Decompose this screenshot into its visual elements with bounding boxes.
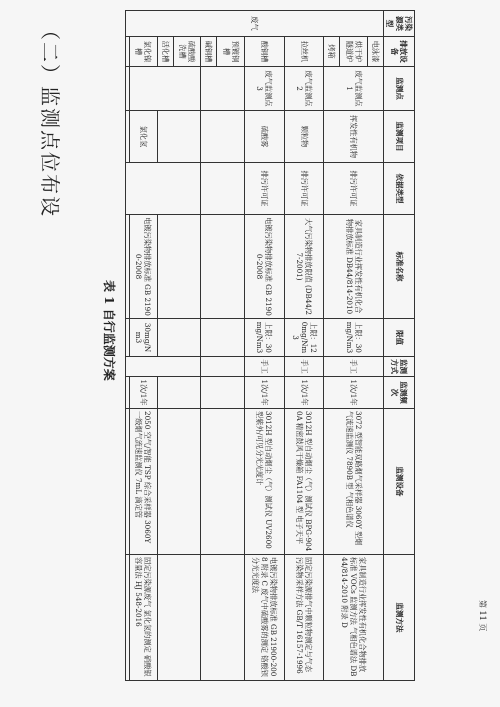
table-cell [126, 215, 130, 319]
table-cell: 2050 空气/智能 TSP 综合采样器 3060Y 一级烟气流速监测仪 7mL 滴定管 [130, 409, 158, 555]
table-cell [126, 357, 201, 377]
table-cell: 碱铜槽 [201, 37, 217, 67]
table-cell: 3012H 型自动烟尘（气）测试仪 UV2600 型紫外/可见分光光度计 [245, 409, 285, 555]
section-title: （二）监测点位布设 [38, 20, 62, 218]
table-cell [157, 215, 201, 319]
header-cell: 监测项目 [383, 111, 414, 163]
header-cell: 监测频次 [383, 377, 414, 409]
table-row [368, 11, 384, 681]
table-cell: 家具制造行业挥发性有机化合物排放标准 DB44/814-2010 [324, 215, 383, 319]
table-cell: 电镀污染物排放标准 GB 21900-2008 [130, 215, 158, 319]
table-cell: 废气监测点 1 [324, 67, 383, 111]
table-cell: 家具制造行业挥发性有机化合物排放标准 VOCs 监测方法 气相色谱法 DB 44/814-2010 附录 D [324, 555, 383, 681]
table-cell [126, 111, 130, 163]
table-cell: 1次/1年 [245, 377, 285, 409]
table-cell [126, 409, 130, 555]
table-cell: 上限：30mg/Nm3 [245, 319, 285, 357]
table-cell [157, 111, 201, 163]
table-cell [201, 409, 245, 555]
table-cell: 手工 [284, 357, 324, 377]
table-cell: 挥发性有机物 [324, 111, 383, 163]
table-cell: 硫酸雾 [245, 111, 285, 163]
table-cell: 3012H 型自动烟尘（气）测试仪 BPG-9040A 精密鼓风干燥箱 FA1104 型 电子天平 [284, 409, 324, 555]
table-cell: 烘干炉 隧道炉 [340, 37, 368, 67]
table-cell [157, 409, 201, 555]
page-number: 第 11 页 [478, 600, 487, 632]
table-cell: 1次/1年 [130, 377, 158, 409]
table-cell: 30mg/Nm3 [130, 319, 158, 357]
header-cell: 污染源类型 [383, 11, 414, 37]
table-cell: 硫酸酸洗槽 [173, 37, 201, 67]
pollutant-type-cell: 废气 [126, 11, 384, 37]
header-cell: 标准名称 [383, 215, 414, 319]
table-title: 表 1 自行监测方案 [102, 280, 116, 381]
table-row [217, 11, 245, 681]
table-cell: 酸铜槽 [245, 37, 285, 67]
header-cell: 监测设备 [383, 409, 414, 555]
table-cell: 排污许可证 [245, 163, 285, 215]
table-cell: 大气污染物排放限值 (DB44/27-2001) [284, 215, 324, 319]
table-row [130, 11, 158, 681]
table-cell [126, 555, 130, 681]
table-cell: 1次/1年 [324, 377, 383, 409]
table-row [284, 11, 324, 681]
header-cell: 监测点 [383, 67, 414, 111]
table-cell: 电泳漆 [368, 37, 384, 67]
header-row [383, 11, 414, 681]
table-cell: 1次/1年 [284, 377, 324, 409]
table-row [173, 11, 201, 681]
table-cell [201, 319, 245, 357]
table-cell: 烤箱 [324, 37, 340, 67]
table-cell [201, 67, 245, 111]
table-cell: 排污许可证 [284, 163, 324, 215]
table-cell [130, 67, 201, 111]
table-cell [126, 319, 130, 357]
table-cell: 预镀铜槽 [217, 37, 245, 67]
header-cell: 依据类型 [383, 163, 414, 215]
table-cell: 活化槽 [157, 37, 173, 67]
table-cell [126, 377, 130, 409]
table-cell: 拉丝机 [284, 37, 324, 67]
table-cell [201, 555, 245, 681]
table-cell [126, 37, 130, 67]
table-cell [201, 163, 245, 215]
table-cell: 氯化氢 [130, 111, 158, 163]
table-cell [201, 357, 245, 377]
table-cell: 上限：120mg/Nm3 [284, 319, 324, 357]
table-cell [201, 215, 245, 319]
header-cell: 监测方式 [383, 357, 414, 377]
table-row [126, 11, 130, 681]
table-cell: 固定污染源废气 氯化氢的测定 硝酸银容量法 HJ 548-2016 [130, 555, 158, 681]
table-cell: 废气监测点 3 [245, 67, 285, 111]
table-cell: 固定污染源排气中颗粒物测定与气态污染物采样方法 GB/T 16157-1996 [284, 555, 324, 681]
table-cell: 氯化镍槽 [130, 37, 158, 67]
table-cell: 3072 型智能双路烟气采样器 3060Y 型烟气流速监测仪 7890B 型 气相色谱仪 [324, 409, 383, 555]
table-cell [157, 555, 201, 681]
table-cell: 电镀污染物排放标准 GB 21900-2008 [245, 215, 285, 319]
header-cell: 限值 [383, 319, 414, 357]
table-cell [126, 67, 130, 111]
table-cell: 上限：30mg/Nm3 [324, 319, 383, 357]
table-cell [201, 111, 245, 163]
header-cell: 监测方法 [383, 555, 414, 681]
table-cell: 手工 [245, 357, 285, 377]
monitoring-plan-table [125, 10, 415, 681]
table-cell: 电镀污染物排放标准 GB 21900-2008 附录 C 废气中硫酸雾的测定 铬酸钡分光光度法 [245, 555, 285, 681]
table-cell: 废气监测点 2 [284, 67, 324, 111]
table-cell [126, 163, 201, 215]
table-cell [157, 319, 201, 357]
table-cell: 颗粒物 [284, 111, 324, 163]
table-row [245, 11, 285, 681]
table-cell [201, 377, 245, 409]
table-cell [157, 377, 201, 409]
header-cell: 排放设备 [383, 37, 414, 67]
table-cell: 排污许可证 [324, 163, 383, 215]
table-cell: 手工 [324, 357, 383, 377]
